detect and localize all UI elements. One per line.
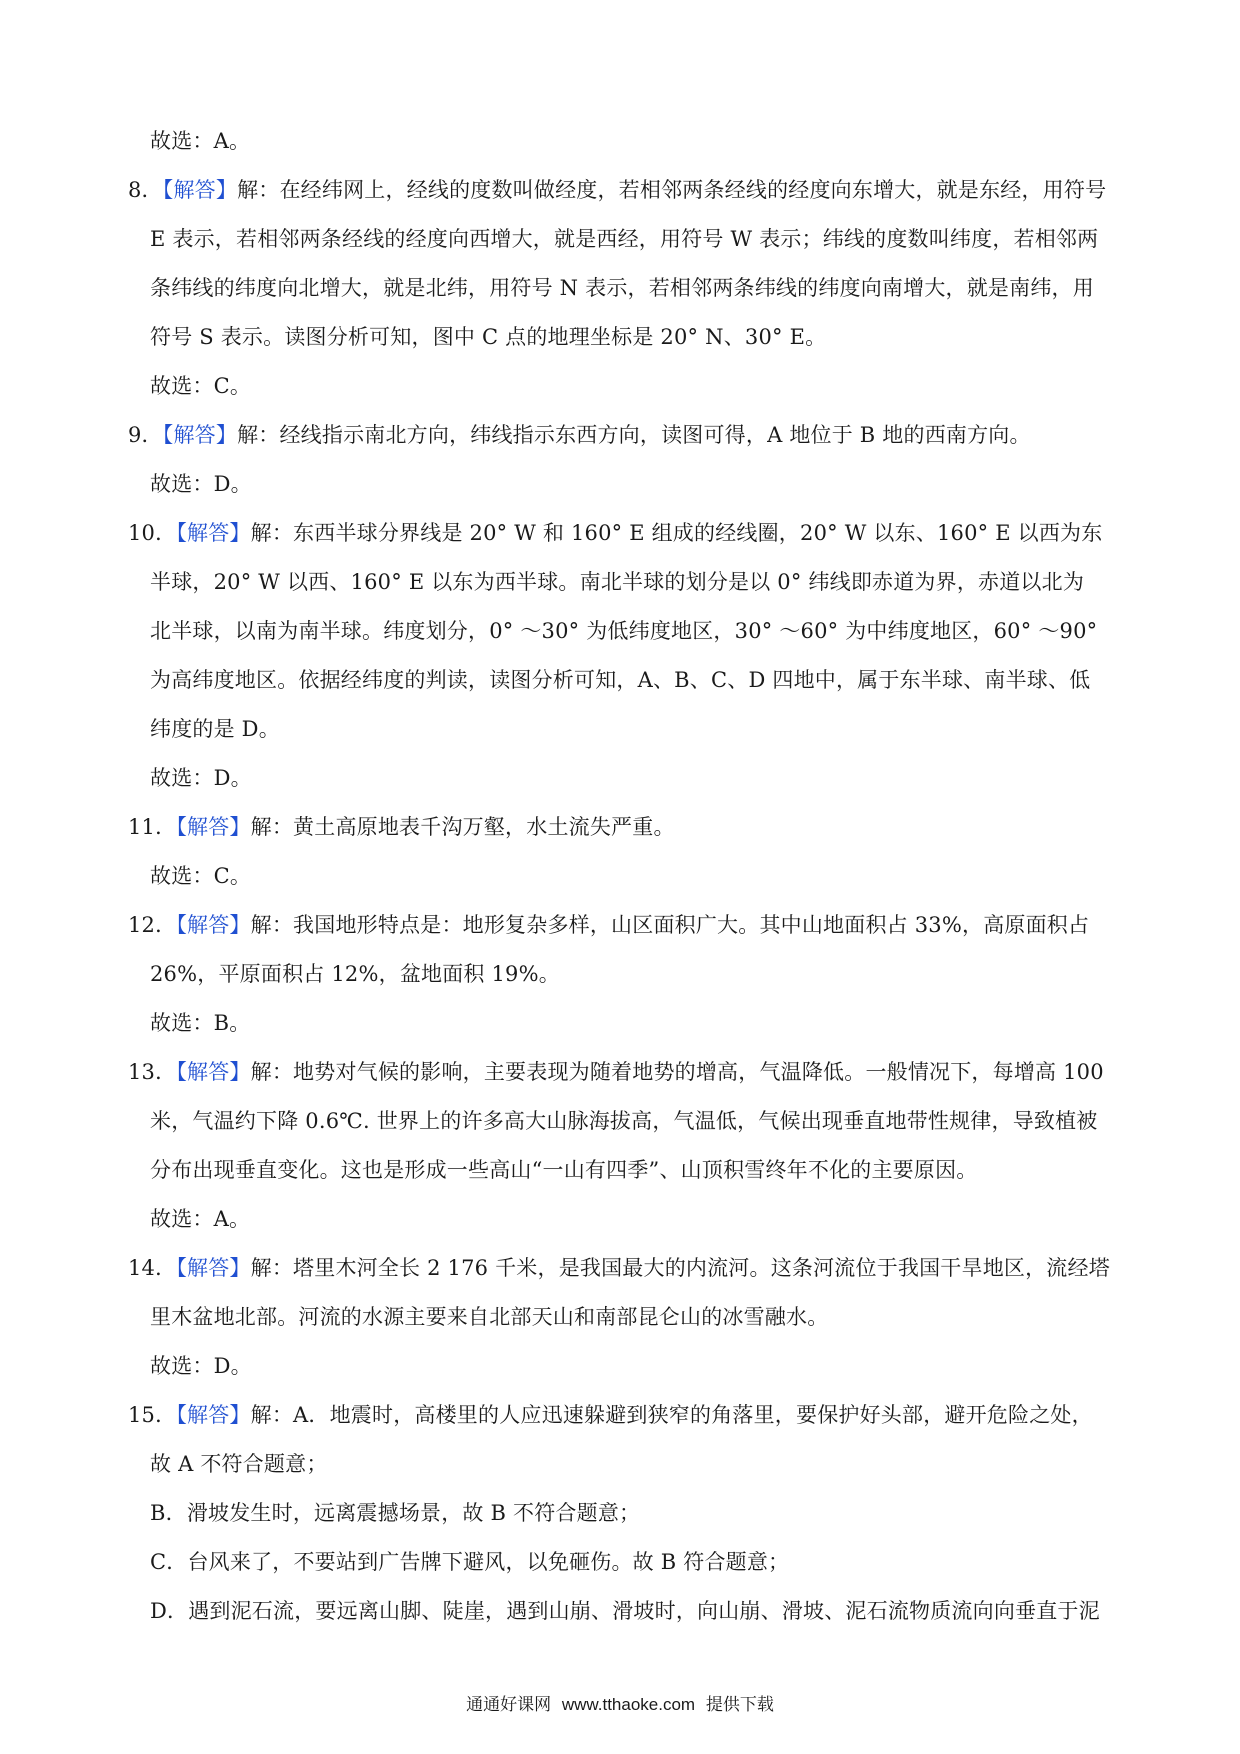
text-line: [150, 1106, 1130, 1136]
line-text: 纬度的是 D。: [150, 717, 280, 741]
line-text: 解：我国地形特点是：地形复杂多样，山区面积广大。其中山地面积占 33%，高原面积占: [250, 913, 1090, 937]
line-text: 解：A．地震时，高楼里的人应迅速躲避到狭窄的角落里，要保护好头部，避开危险之处，: [250, 1403, 1093, 1427]
text-line: [150, 126, 1130, 156]
text-line: [128, 518, 1108, 548]
line-text: 故选：C。: [150, 374, 252, 398]
text-line: [128, 420, 1108, 450]
text-line: [150, 469, 1130, 499]
text-line: [150, 959, 1130, 989]
line-text: 解：地势对气候的影响，主要表现为随着地势的增高，气温降低。一般情况下，每增高 100: [250, 1060, 1104, 1084]
line-text: 解：黄土高原地表千沟万壑，水土流失严重。: [250, 815, 675, 839]
answer-tag: 【解答】: [176, 913, 251, 937]
footer-site-name: 通通好课网: [466, 1695, 552, 1714]
text-line: [128, 175, 1108, 205]
text-line: [150, 1351, 1130, 1381]
answer-tag: 【解答】: [176, 1256, 251, 1280]
text-line: [150, 1302, 1130, 1332]
text-line: [150, 1547, 1130, 1577]
text-line: [150, 322, 1130, 352]
text-line: [150, 273, 1130, 303]
answer-tag: 【解答】: [162, 423, 238, 447]
line-text: 故选：D。: [150, 766, 252, 790]
line-text: 故选：D。: [150, 472, 252, 496]
page-footer: [0, 1690, 1240, 1715]
text-line: [128, 1057, 1108, 1087]
text-line: [150, 763, 1130, 793]
answer-tag: 【解答】: [176, 1403, 251, 1427]
question-number: 13．: [128, 1060, 177, 1084]
question-number: 14．: [128, 1256, 177, 1280]
line-text: 故选：D。: [150, 1354, 252, 1378]
line-text: 符号 S 表示。读图分析可知，图中 C 点的地理坐标是 20° N、30° E。: [150, 325, 827, 349]
text-line: [128, 910, 1108, 940]
answer-tag: 【解答】: [162, 178, 238, 202]
line-text: 北半球，以南为南半球。纬度划分，0° ～30° 为低纬度地区，30° ～60° 为中纬度地区，60° ～90°: [150, 619, 1098, 643]
line-text: 解：塔里木河全长 2 176 千米，是我国最大的内流河。这条河流位于我国干旱地区，流经塔: [250, 1256, 1110, 1280]
footer-url[interactable]: www.tthaoke.com: [561, 1695, 696, 1714]
text-line: [150, 1008, 1130, 1038]
question-number: 11．: [128, 815, 177, 839]
line-text: 故选：C。: [150, 864, 252, 888]
question-number: 8．: [128, 178, 163, 202]
answer-tag: 【解答】: [176, 1060, 251, 1084]
line-text: 米，气温约下降 0.6℃. 世界上的许多高大山脉海拔高，气温低，气候出现垂直地带性规律，导致植被: [150, 1109, 1098, 1133]
text-line: [128, 812, 1108, 842]
line-text: C．台风来了，不要站到广告牌下避风，以免砸伤。故 B 符合题意；: [150, 1550, 790, 1574]
line-text: 解：在经纬网上，经线的度数叫做经度，若相邻两条经线的经度向东增大，就是东经，用符号: [237, 178, 1107, 202]
line-text: 条纬线的纬度向北增大，就是北纬，用符号 N 表示，若相邻两条纬线的纬度向南增大，就是南纬，用: [150, 276, 1094, 300]
text-line: [128, 1400, 1108, 1430]
text-line: [150, 1204, 1130, 1234]
line-text: 故选：B。: [150, 1011, 251, 1035]
text-line: [150, 371, 1130, 401]
text-line: [150, 1498, 1130, 1528]
question-number: 9．: [128, 423, 163, 447]
text-line: [150, 616, 1130, 646]
text-line: [150, 1596, 1130, 1626]
text-line: [150, 224, 1130, 254]
answer-tag: 【解答】: [176, 521, 251, 545]
line-text: 故 A 不符合题意；: [150, 1452, 328, 1476]
text-line: [150, 1155, 1130, 1185]
question-number: 12．: [128, 913, 177, 937]
text-line: [150, 665, 1130, 695]
question-number: 15．: [128, 1403, 177, 1427]
line-text: 半球，20° W 以西、160° E 以东为西半球。南北半球的划分是以 0° 纬线即赤道为界，赤道以北为: [150, 570, 1085, 594]
answer-tag: 【解答】: [176, 815, 251, 839]
line-text: 26%，平原面积占 12%，盆地面积 19%。: [150, 962, 560, 986]
line-text: 故选：A。: [150, 129, 251, 153]
line-text: 分布出现垂直变化。这也是形成一些高山“一山有四季”、山顶积雪终年不化的主要原因。: [150, 1158, 978, 1182]
text-line: [150, 861, 1130, 891]
line-text: 为高纬度地区。依据经纬度的判读，读图分析可知，A、B、C、D 四地中，属于东半球、南半球、低: [150, 668, 1091, 692]
line-text: 解：经线指示南北方向，纬线指示东西方向，读图可得，A 地位于 B 地的西南方向。: [237, 423, 1031, 447]
footer-note: 提供下载: [705, 1695, 774, 1714]
line-text: B．滑坡发生时，远离震撼场景，故 B 不符合题意；: [150, 1501, 641, 1525]
question-number: 10．: [128, 521, 177, 545]
text-line: [150, 1449, 1130, 1479]
text-line: [128, 1253, 1108, 1283]
line-text: 里木盆地北部。河流的水源主要来自北部天山和南部昆仑山的冰雪融水。: [150, 1305, 829, 1329]
text-line: [150, 567, 1130, 597]
text-line: [150, 714, 1130, 744]
line-text: E 表示，若相邻两条经线的经度向西增大，就是西经，用符号 W 表示；纬线的度数叫纬度，若相邻两: [150, 227, 1099, 251]
line-text: D．遇到泥石流，要远离山脚、陡崖，遇到山崩、滑坡时，向山崩、滑坡、泥石流物质流向向垂直于泥: [150, 1599, 1100, 1623]
line-text: 故选：A。: [150, 1207, 251, 1231]
line-text: 解：东西半球分界线是 20° W 和 160° E 组成的经线圈，20° W 以东、160° E 以西为东: [250, 521, 1103, 545]
